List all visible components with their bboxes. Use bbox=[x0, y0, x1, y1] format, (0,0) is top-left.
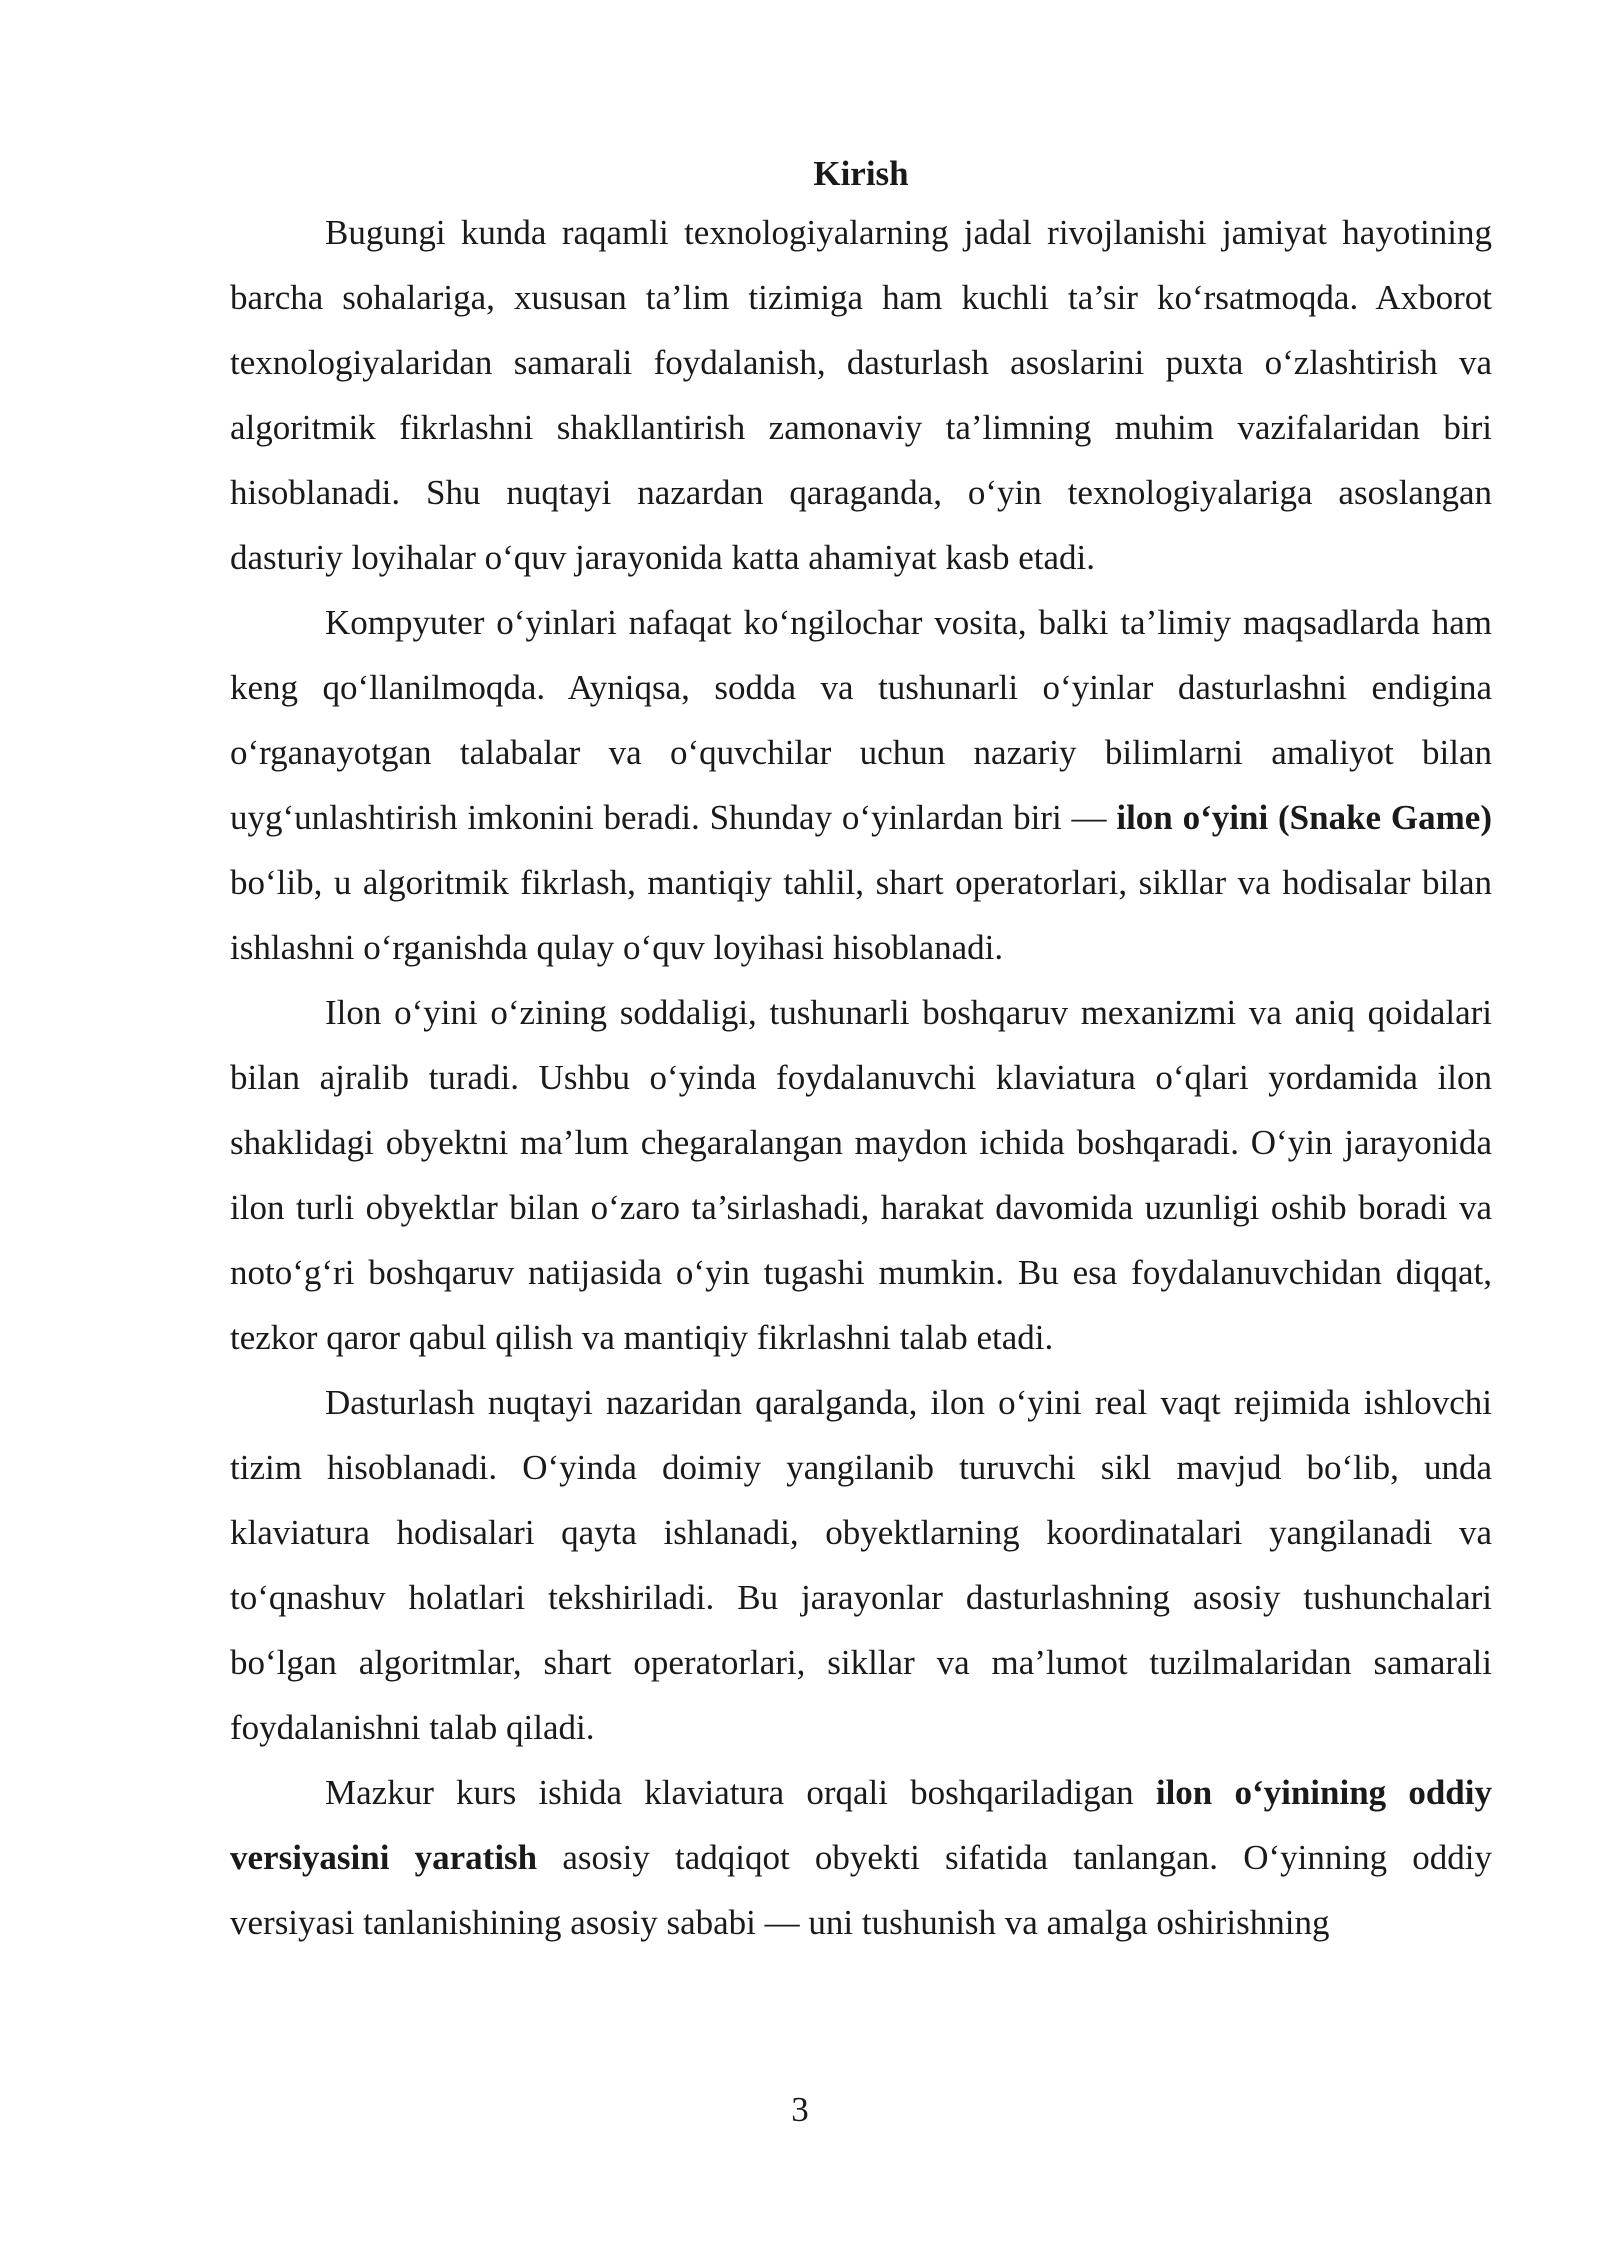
paragraph-text: Kompyuter o‘yinlari nafaqat ko‘ngilochar vosita, balki ta’limiy maqsadlarda ham keng qo‘llanilmoqda. Ayniqsa, sodda va tushunarli o‘yinlar dasturlashni endigina o‘rganayotgan talabalar va o‘quvchilar uchun nazariy bilimlarni amaliyot bilan uyg‘unlashtirish imkonini beradi. Shunday o‘yinlardan biri — bbox=[230, 603, 1492, 837]
bold-term: ilon o‘yini (Snake Game) bbox=[1116, 798, 1493, 837]
paragraph bbox=[230, 1370, 1492, 1760]
paragraph-text: Ilon o‘yini o‘zining soddaligi, tushunarli boshqaruv mexanizmi va aniq qoidalari bilan ajralib turadi. Ushbu o‘yinda foydalanuvchi klaviatura o‘qlari yordamida ilon shaklidagi obyektni ma’lum chegaralangan maydon ichida boshqaradi. O‘yin jarayonida ilon turli obyektlar bilan o‘zaro ta’sirlashadi, harakat davomida uzunligi oshib boradi va noto‘g‘ri boshqaruv natijasida o‘yin tugashi mumkin. Bu esa foydalanuvchidan diqqat, tezkor qaror qabul qilish va mantiqiy fikrlashni talab etadi. bbox=[230, 993, 1492, 1357]
paragraph-text: Mazkur kurs ishida klaviatura orqali boshqariladigan bbox=[325, 1773, 1156, 1812]
paragraph-text: Bugungi kunda raqamli texnologiyalarning jadal rivojlanishi jamiyat hayotining barcha sohalariga, xususan ta’lim tizimiga ham kuchli ta’sir ko‘rsatmoqda. Axborot texnologiyalaridan samarali foydalanish, dasturlash asoslarini puxta o‘zlashtirish va algoritmik fikrlashni shakllantirish zamonaviy ta’limning muhim vazifalaridan biri hisoblanadi. Shu nuqtayi nazardan qaraganda, o‘yin texnologiyalariga asoslangan dasturiy loyihalar o‘quv jarayonida katta ahamiyat kasb etadi. bbox=[230, 213, 1492, 577]
paragraph bbox=[230, 1760, 1492, 1955]
bold-term: ilon o‘yinining oddiy versiyasini yaratish bbox=[230, 1773, 1492, 1877]
paragraph-text: Dasturlash nuqtayi nazaridan qaralganda, ilon o‘yini real vaqt rejimida ishlovchi tizim hisoblanadi. O‘yinda doimiy yangilanib turuvchi sikl mavjud bo‘lib, unda klaviatura hodisalari qayta ishlanadi, obyektlarning koordinatalari yangilanadi va to‘qnashuv holatlari tekshiriladi. Bu jarayonlar dasturlashning asosiy tushunchalari bo‘lgan algoritmlar, shart operatorlari, sikllar va ma’lumot tuzilmalaridan samarali foydalanishni talab qiladi. bbox=[230, 1383, 1492, 1747]
paragraph bbox=[230, 980, 1492, 1370]
page-title: Kirish bbox=[813, 154, 909, 193]
paragraph bbox=[230, 590, 1492, 980]
paragraph-text: bo‘lib, u algoritmik fikrlash, mantiqiy tahlil, shart operatorlari, sikllar va hodisalar bilan ishlashni o‘rganishda qulay o‘quv loyihasi hisoblanadi. bbox=[230, 863, 1492, 967]
page-number: 3 bbox=[791, 2090, 809, 2129]
paragraph bbox=[230, 200, 1492, 590]
page-content bbox=[230, 150, 1492, 1955]
paragraph-text: asosiy tadqiqot obyekti sifatida tanlangan. O‘yinning oddiy versiyasi tanlanishining asosiy sababi — uni tushunish va amalga oshirishning bbox=[230, 1838, 1492, 1942]
